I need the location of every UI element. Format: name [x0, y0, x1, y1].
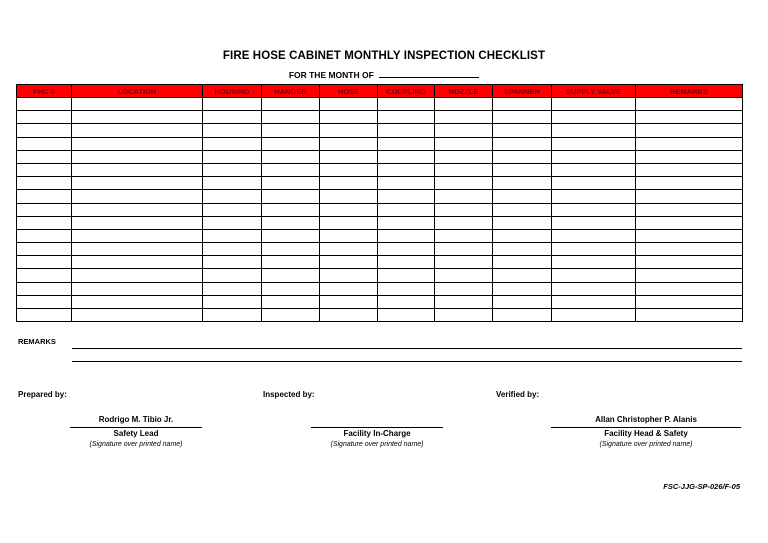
table-cell[interactable] [72, 111, 203, 124]
table-cell[interactable] [552, 163, 636, 176]
signature-note: (Signature over printed name) [330, 441, 424, 448]
table-cell[interactable] [552, 137, 636, 150]
table-row [17, 216, 743, 229]
table-cell[interactable] [17, 177, 72, 190]
table-row [17, 309, 743, 322]
table-cell[interactable] [320, 203, 378, 216]
inspected-by-label: Inspected by: [263, 390, 315, 399]
table-row [17, 137, 743, 150]
table-cell[interactable] [203, 98, 262, 111]
table-cell[interactable] [203, 229, 262, 242]
table-row [17, 98, 743, 111]
table-cell[interactable] [72, 295, 203, 308]
table-cell[interactable] [203, 203, 262, 216]
table-cell[interactable] [493, 295, 552, 308]
table-cell[interactable] [378, 177, 435, 190]
table-cell[interactable] [636, 282, 743, 295]
table-cell[interactable] [203, 256, 262, 269]
table-cell[interactable] [552, 243, 636, 256]
table-cell[interactable] [203, 163, 262, 176]
table-cell[interactable] [493, 203, 552, 216]
table-cell[interactable] [435, 269, 493, 282]
table-cell[interactable] [435, 282, 493, 295]
table-cell[interactable] [552, 203, 636, 216]
table-cell[interactable] [320, 190, 378, 203]
table-cell[interactable] [636, 243, 743, 256]
table-cell[interactable] [72, 203, 203, 216]
table-cell[interactable] [552, 98, 636, 111]
table-row [17, 177, 743, 190]
table-cell[interactable] [72, 190, 203, 203]
table-cell[interactable] [320, 256, 378, 269]
table-cell[interactable] [17, 203, 72, 216]
table-cell[interactable] [17, 190, 72, 203]
table-cell[interactable] [262, 309, 320, 322]
table-row [17, 163, 743, 176]
table-cell[interactable] [378, 190, 435, 203]
table-cell[interactable] [203, 177, 262, 190]
table-cell[interactable] [435, 216, 493, 229]
table-cell[interactable] [262, 269, 320, 282]
table-cell[interactable] [636, 256, 743, 269]
table-cell[interactable] [17, 163, 72, 176]
table-cell[interactable] [435, 243, 493, 256]
table-cell[interactable] [435, 137, 493, 150]
table-cell[interactable] [203, 282, 262, 295]
remarks-label: REMARKS [18, 337, 56, 346]
verified-by-label: Verified by: [496, 390, 540, 399]
table-cell[interactable] [320, 309, 378, 322]
col-nozzle: NOZZLE [435, 85, 493, 98]
table-cell[interactable] [72, 177, 203, 190]
table-row [17, 111, 743, 124]
table-cell[interactable] [636, 163, 743, 176]
table-cell[interactable] [435, 150, 493, 163]
table-cell[interactable] [378, 150, 435, 163]
table-cell[interactable] [552, 295, 636, 308]
table-cell[interactable] [17, 309, 72, 322]
table-cell[interactable] [17, 229, 72, 242]
table-header-row [17, 85, 743, 98]
table-cell[interactable] [435, 98, 493, 111]
table-cell[interactable] [552, 111, 636, 124]
table-cell[interactable] [262, 150, 320, 163]
table-cell[interactable] [262, 98, 320, 111]
table-cell[interactable] [17, 243, 72, 256]
form-code: FSC-JJG-SP-026/F-05 [663, 482, 740, 491]
col-hose: HOSE [320, 85, 378, 98]
table-cell[interactable] [72, 98, 203, 111]
table-cell[interactable] [435, 111, 493, 124]
table-cell[interactable] [262, 137, 320, 150]
table-cell[interactable] [378, 203, 435, 216]
table-cell[interactable] [320, 282, 378, 295]
signatory-name: Allan Christopher P. Alanis [595, 415, 697, 424]
table-cell[interactable] [636, 309, 743, 322]
table-cell[interactable] [262, 111, 320, 124]
table-cell[interactable] [203, 124, 262, 137]
table-cell[interactable] [203, 216, 262, 229]
table-row [17, 243, 743, 256]
signatory-role: Facility In-Charge [343, 429, 411, 438]
table-cell[interactable] [552, 229, 636, 242]
table-cell[interactable] [17, 111, 72, 124]
table-cell[interactable] [262, 295, 320, 308]
table-cell[interactable] [262, 203, 320, 216]
table-cell[interactable] [493, 282, 552, 295]
table-cell[interactable] [493, 98, 552, 111]
table-cell[interactable] [72, 269, 203, 282]
table-cell[interactable] [262, 282, 320, 295]
table-cell[interactable] [435, 256, 493, 269]
col-hanger: HANGER [262, 85, 320, 98]
month-label: FOR THE MONTH OF [288, 70, 374, 80]
signatory-role: Facility Head & Safety [604, 429, 688, 438]
table-cell[interactable] [493, 137, 552, 150]
table-cell[interactable] [378, 282, 435, 295]
table-cell[interactable] [378, 256, 435, 269]
signature-note: (Signature over printed name) [599, 441, 693, 448]
table-cell[interactable] [320, 124, 378, 137]
table-cell[interactable] [72, 124, 203, 137]
table-cell[interactable] [636, 124, 743, 137]
table-cell[interactable] [72, 282, 203, 295]
table-cell[interactable] [378, 111, 435, 124]
table-cell[interactable] [552, 190, 636, 203]
col-supply-valve: SUPPLY VALVE [552, 85, 636, 98]
table-cell[interactable] [552, 150, 636, 163]
prepared-by-label: Prepared by: [18, 390, 67, 399]
table-cell[interactable] [636, 190, 743, 203]
table-cell[interactable] [17, 124, 72, 137]
table-cell[interactable] [636, 177, 743, 190]
table-cell[interactable] [17, 295, 72, 308]
table-cell[interactable] [203, 150, 262, 163]
table-row [17, 150, 743, 163]
table-cell[interactable] [435, 190, 493, 203]
signature-block-verified [551, 415, 741, 448]
table-cell[interactable] [378, 98, 435, 111]
signatory-name: Rodrigo M. Tibio Jr. [98, 415, 174, 424]
table-cell[interactable] [320, 295, 378, 308]
inspection-table [16, 84, 743, 322]
col-fhc: FHC # [17, 85, 72, 98]
table-row [17, 295, 743, 308]
table-cell[interactable] [378, 269, 435, 282]
table-cell[interactable] [17, 150, 72, 163]
table-cell[interactable] [203, 190, 262, 203]
table-cell[interactable] [552, 309, 636, 322]
table-cell[interactable] [320, 229, 378, 242]
table-cell[interactable] [636, 203, 743, 216]
table-cell[interactable] [320, 243, 378, 256]
table-cell[interactable] [493, 309, 552, 322]
table-cell[interactable] [636, 295, 743, 308]
table-row [17, 229, 743, 242]
table-cell[interactable] [435, 124, 493, 137]
signature-line[interactable] [551, 427, 741, 428]
table-cell[interactable] [262, 124, 320, 137]
table-row [17, 256, 743, 269]
signature-line[interactable] [311, 427, 443, 428]
table-cell[interactable] [320, 98, 378, 111]
table-cell[interactable] [493, 269, 552, 282]
table-cell[interactable] [435, 177, 493, 190]
table-cell[interactable] [378, 216, 435, 229]
table-cell[interactable] [378, 163, 435, 176]
table-cell[interactable] [72, 243, 203, 256]
month-field [0, 68, 768, 80]
table-row [17, 269, 743, 282]
table-cell[interactable] [493, 256, 552, 269]
table-cell[interactable] [320, 269, 378, 282]
remarks-line[interactable] [72, 348, 742, 349]
table-cell[interactable] [378, 309, 435, 322]
table-row [17, 124, 743, 137]
col-housing: HOUSING [203, 85, 262, 98]
table-cell[interactable] [435, 163, 493, 176]
table-cell[interactable] [493, 163, 552, 176]
col-coupling: COUPLING [378, 85, 435, 98]
table-cell[interactable] [435, 309, 493, 322]
table-cell[interactable] [320, 163, 378, 176]
table-cell[interactable] [435, 295, 493, 308]
table-cell[interactable] [435, 203, 493, 216]
table-cell[interactable] [552, 216, 636, 229]
table-cell[interactable] [262, 229, 320, 242]
table-cell[interactable] [203, 137, 262, 150]
table-cell[interactable] [17, 137, 72, 150]
col-location: LOCATION [72, 85, 203, 98]
table-cell[interactable] [435, 229, 493, 242]
table-cell[interactable] [203, 243, 262, 256]
col-spanner: SPANNER [493, 85, 552, 98]
table-cell[interactable] [636, 111, 743, 124]
table-cell[interactable] [552, 282, 636, 295]
table-cell[interactable] [203, 269, 262, 282]
table-cell[interactable] [262, 243, 320, 256]
table-cell[interactable] [493, 190, 552, 203]
table-cell[interactable] [552, 256, 636, 269]
table-cell[interactable] [493, 124, 552, 137]
table-cell[interactable] [378, 243, 435, 256]
table-cell[interactable] [636, 150, 743, 163]
table-cell[interactable] [636, 269, 743, 282]
table-cell[interactable] [72, 256, 203, 269]
table-cell[interactable] [493, 216, 552, 229]
table-cell[interactable] [72, 163, 203, 176]
page-title: FIRE HOSE CABINET MONTHLY INSPECTION CHECKLIST [222, 50, 546, 62]
table-row [17, 282, 743, 295]
table-cell[interactable] [636, 216, 743, 229]
signatory-role: Safety Lead [113, 429, 159, 438]
table-cell[interactable] [378, 124, 435, 137]
table-cell[interactable] [17, 98, 72, 111]
remarks-line[interactable] [72, 361, 742, 362]
table-cell[interactable] [262, 256, 320, 269]
table-cell[interactable] [493, 177, 552, 190]
table-cell[interactable] [320, 137, 378, 150]
table-cell[interactable] [320, 111, 378, 124]
table-cell[interactable] [17, 256, 72, 269]
table-cell[interactable] [552, 124, 636, 137]
table-cell[interactable] [262, 216, 320, 229]
col-remarks: REMARKS [636, 85, 743, 98]
month-input-line[interactable] [379, 68, 479, 78]
table-cell[interactable] [493, 229, 552, 242]
table-cell[interactable] [552, 177, 636, 190]
table-body [17, 98, 743, 322]
table-cell[interactable] [72, 229, 203, 242]
table-cell[interactable] [203, 111, 262, 124]
table-cell[interactable] [262, 177, 320, 190]
table-cell[interactable] [72, 309, 203, 322]
table-row [17, 203, 743, 216]
table-cell[interactable] [203, 295, 262, 308]
table-cell[interactable] [72, 150, 203, 163]
table-cell[interactable] [17, 282, 72, 295]
table-cell[interactable] [636, 137, 743, 150]
table-cell[interactable] [17, 216, 72, 229]
table-cell[interactable] [552, 269, 636, 282]
table-cell[interactable] [320, 150, 378, 163]
table-cell[interactable] [378, 295, 435, 308]
table-cell[interactable] [378, 229, 435, 242]
table-cell[interactable] [72, 137, 203, 150]
table-cell[interactable] [17, 269, 72, 282]
table-cell[interactable] [636, 98, 743, 111]
table-cell[interactable] [320, 177, 378, 190]
table-cell[interactable] [203, 309, 262, 322]
signatory-name [311, 415, 443, 425]
table-cell[interactable] [493, 111, 552, 124]
table-cell[interactable] [262, 190, 320, 203]
signature-line[interactable] [70, 427, 202, 428]
table-cell[interactable] [72, 216, 203, 229]
table-cell[interactable] [493, 243, 552, 256]
table-cell[interactable] [378, 137, 435, 150]
signature-block-prepared [70, 415, 202, 448]
table-row [17, 190, 743, 203]
signature-note: (Signature over printed name) [89, 441, 183, 448]
signature-block-inspected [311, 415, 443, 448]
table-cell[interactable] [320, 216, 378, 229]
table-cell[interactable] [636, 229, 743, 242]
table-cell[interactable] [493, 150, 552, 163]
table-cell[interactable] [262, 163, 320, 176]
